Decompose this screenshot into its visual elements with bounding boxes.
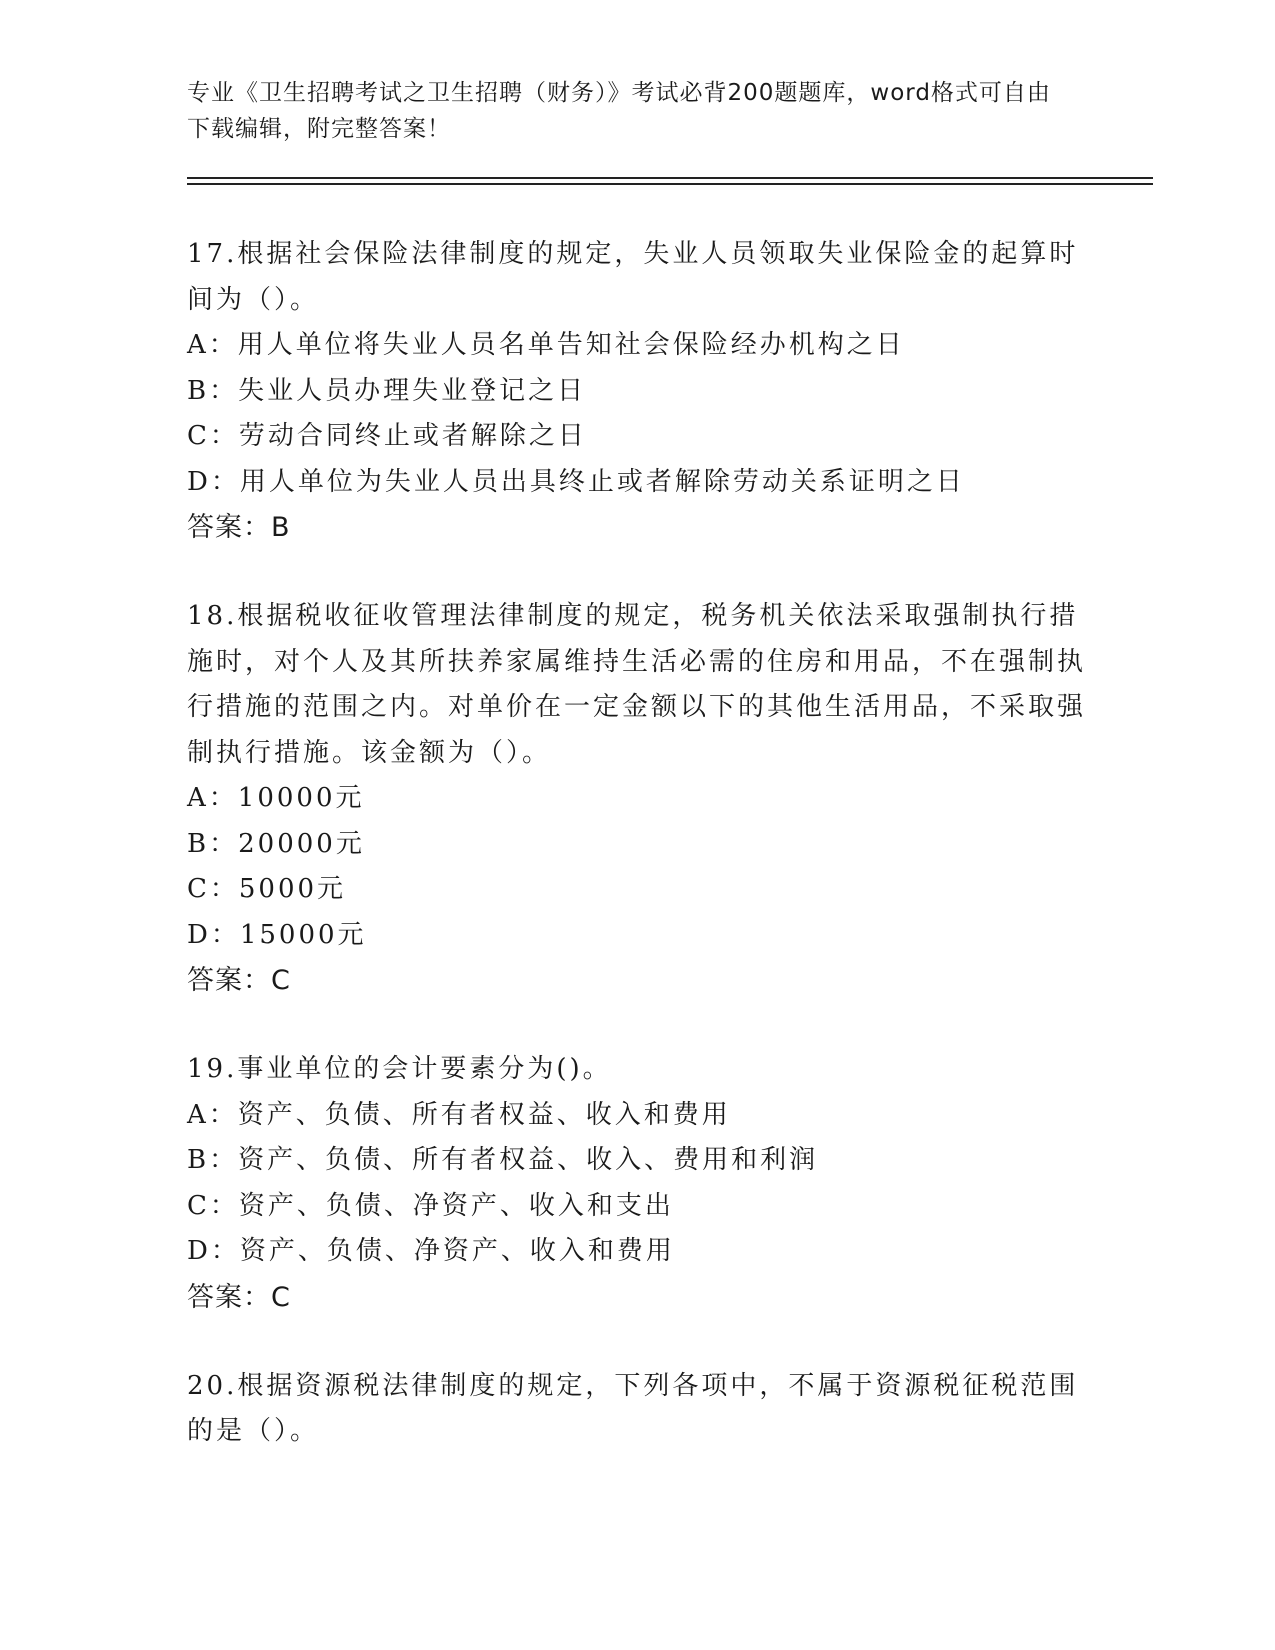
option-a: A：资产、负债、所有者权益、收入和费用 <box>187 1099 731 1130</box>
answer: 答案：C <box>187 1281 291 1313</box>
header-rule-bottom <box>187 183 1153 185</box>
option-d: D：资产、负债、净资产、收入和费用 <box>187 1236 675 1266</box>
question-20 <box>187 1364 1087 1455</box>
option-c: C：劳动合同终止或者解除之日 <box>187 421 587 451</box>
question-19 <box>187 1047 1087 1320</box>
question-text: 20.根据资源税法律制度的规定，下列各项中，不属于资源税征税范围的是（）。 <box>187 1370 1079 1446</box>
question-17 <box>187 232 1087 550</box>
option-d: D：用人单位为失业人员出具终止或者解除劳动关系证明之日 <box>187 466 965 497</box>
option-a: A：10000元 <box>187 783 365 813</box>
question-list <box>187 232 1087 1499</box>
document-header: 专业《卫生招聘考试之卫生招聘（财务）》考试必背200题题库，word格式可自由下载编辑，附完整答案！ <box>187 80 1051 142</box>
question-text: 18.根据税收征收管理法律制度的规定，税务机关依法采取强制执行措施时，对个人及其所扶养家属维持生活必需的住房和用品，不在强制执行措施的范围之内。对单价在一定金额以下的其他生活用品，不采取强制执行措施。该金额为（）。 <box>187 601 1087 768</box>
question-text: 19.事业单位的会计要素分为()。 <box>187 1054 612 1084</box>
option-b: B：20000元 <box>187 828 365 859</box>
question-18 <box>187 594 1087 1003</box>
option-a: A：用人单位将失业人员名单告知社会保险经办机构之日 <box>187 330 905 360</box>
answer: 答案：B <box>187 512 291 543</box>
header-rule-top <box>187 177 1153 179</box>
answer: 答案：C <box>187 965 291 996</box>
option-c: C：5000元 <box>187 874 347 904</box>
option-d: D：15000元 <box>187 919 367 950</box>
option-b: B：资产、负债、所有者权益、收入、费用和利润 <box>187 1145 819 1175</box>
question-text: 17.根据社会保险法律制度的规定，失业人员领取失业保险金的起算时间为（）。 <box>187 239 1079 315</box>
option-c: C：资产、负债、净资产、收入和支出 <box>187 1190 674 1221</box>
option-b: B：失业人员办理失业登记之日 <box>187 375 587 406</box>
